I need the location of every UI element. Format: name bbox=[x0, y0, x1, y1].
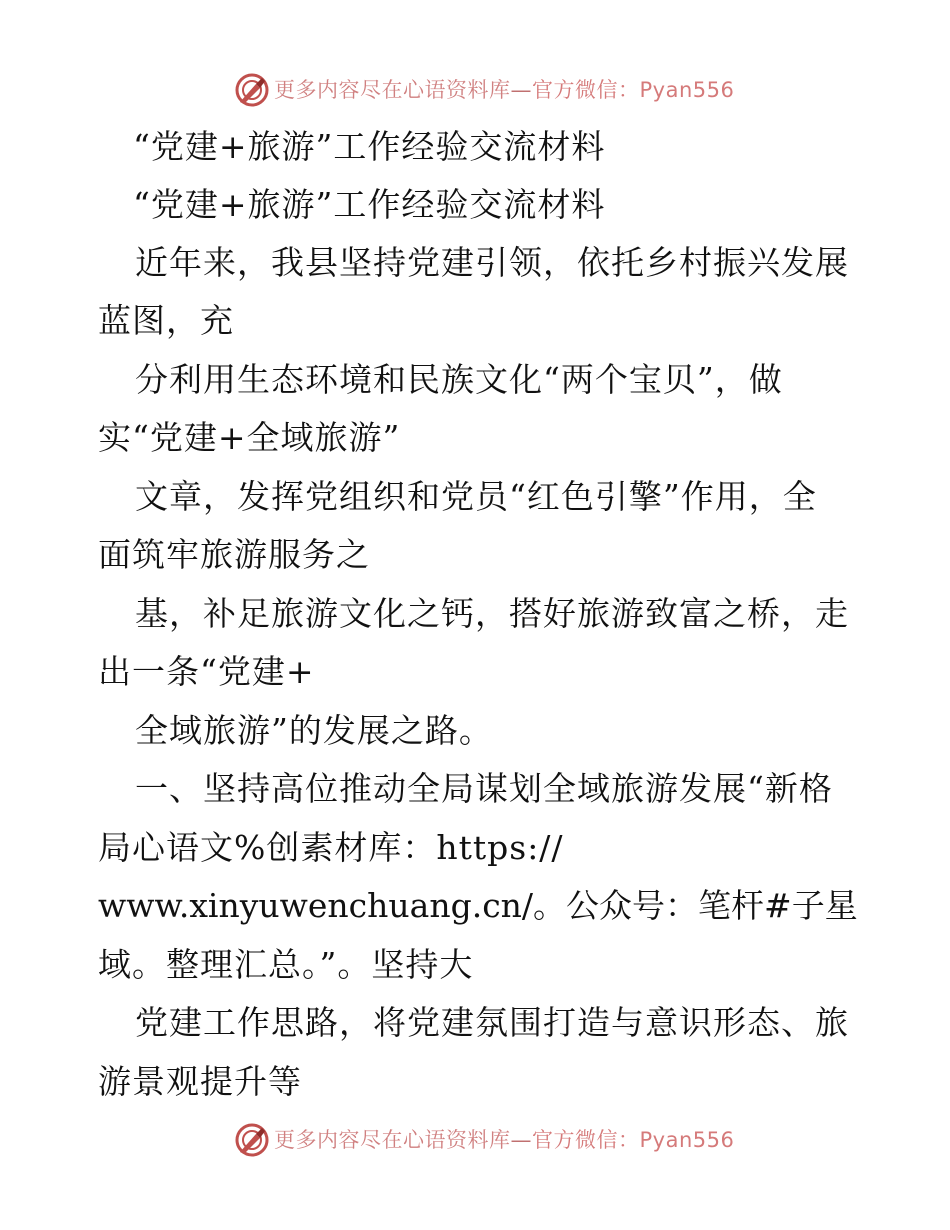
paragraph-line: 近年来，我县坚持党建引领，依托乡村振兴发展 bbox=[135, 243, 849, 282]
banner-contact: 官方微信：Pyan556 bbox=[532, 78, 735, 102]
footer-banner bbox=[0, 1120, 950, 1160]
header-banner bbox=[0, 70, 950, 110]
paragraph-line: 蓝图，充 bbox=[98, 301, 234, 340]
banner-separator: — bbox=[510, 78, 532, 102]
paragraph-line: 实“党建+全域旅游” bbox=[98, 418, 401, 457]
paragraph-line: 出一条“党建+ bbox=[98, 652, 315, 691]
paragraph-line: 全域旅游”的发展之路。 bbox=[135, 711, 493, 750]
section-heading-line: 一、坚持高位推动全局谋划全域旅游发展“新格 bbox=[135, 769, 833, 808]
banner-slogan: 更多内容尽在心语资料库 bbox=[274, 1128, 511, 1152]
paragraph-line: 党建工作思路，将党建氛围打造与意识形态、旅 bbox=[135, 1003, 849, 1042]
document-title: “党建+旅游”工作经验交流材料 bbox=[133, 127, 606, 166]
banner-separator: — bbox=[510, 1128, 532, 1152]
pen-logo-icon bbox=[234, 72, 270, 108]
paragraph-line: 基，补足旅游文化之钙，搭好旅游致富之桥，走 bbox=[135, 594, 849, 633]
paragraph-line: 游景观提升等 bbox=[98, 1062, 302, 1101]
document-title-repeat: “党建+旅游”工作经验交流材料 bbox=[133, 185, 606, 224]
banner-text bbox=[274, 76, 734, 104]
pen-logo-icon bbox=[234, 1122, 270, 1158]
paragraph-line: 局心语文%创素材库：https:// bbox=[98, 828, 564, 867]
paragraph-line: 文章，发挥党组织和党员“红色引擎”作用，全 bbox=[135, 477, 817, 516]
banner-contact: 官方微信：Pyan556 bbox=[532, 1128, 735, 1152]
paragraph-line: 分利用生态环境和民族文化“两个宝贝”，做 bbox=[135, 360, 783, 399]
paragraph-line: 面筑牢旅游服务之 bbox=[98, 535, 370, 574]
banner-slogan: 更多内容尽在心语资料库 bbox=[274, 78, 511, 102]
paragraph-line: www.xinyuwenchuang.cn/。公众号：笔杆#子星 bbox=[98, 886, 858, 925]
banner-text bbox=[274, 1126, 734, 1154]
paragraph-line: 域。整理汇总。”。坚持大 bbox=[98, 945, 474, 984]
